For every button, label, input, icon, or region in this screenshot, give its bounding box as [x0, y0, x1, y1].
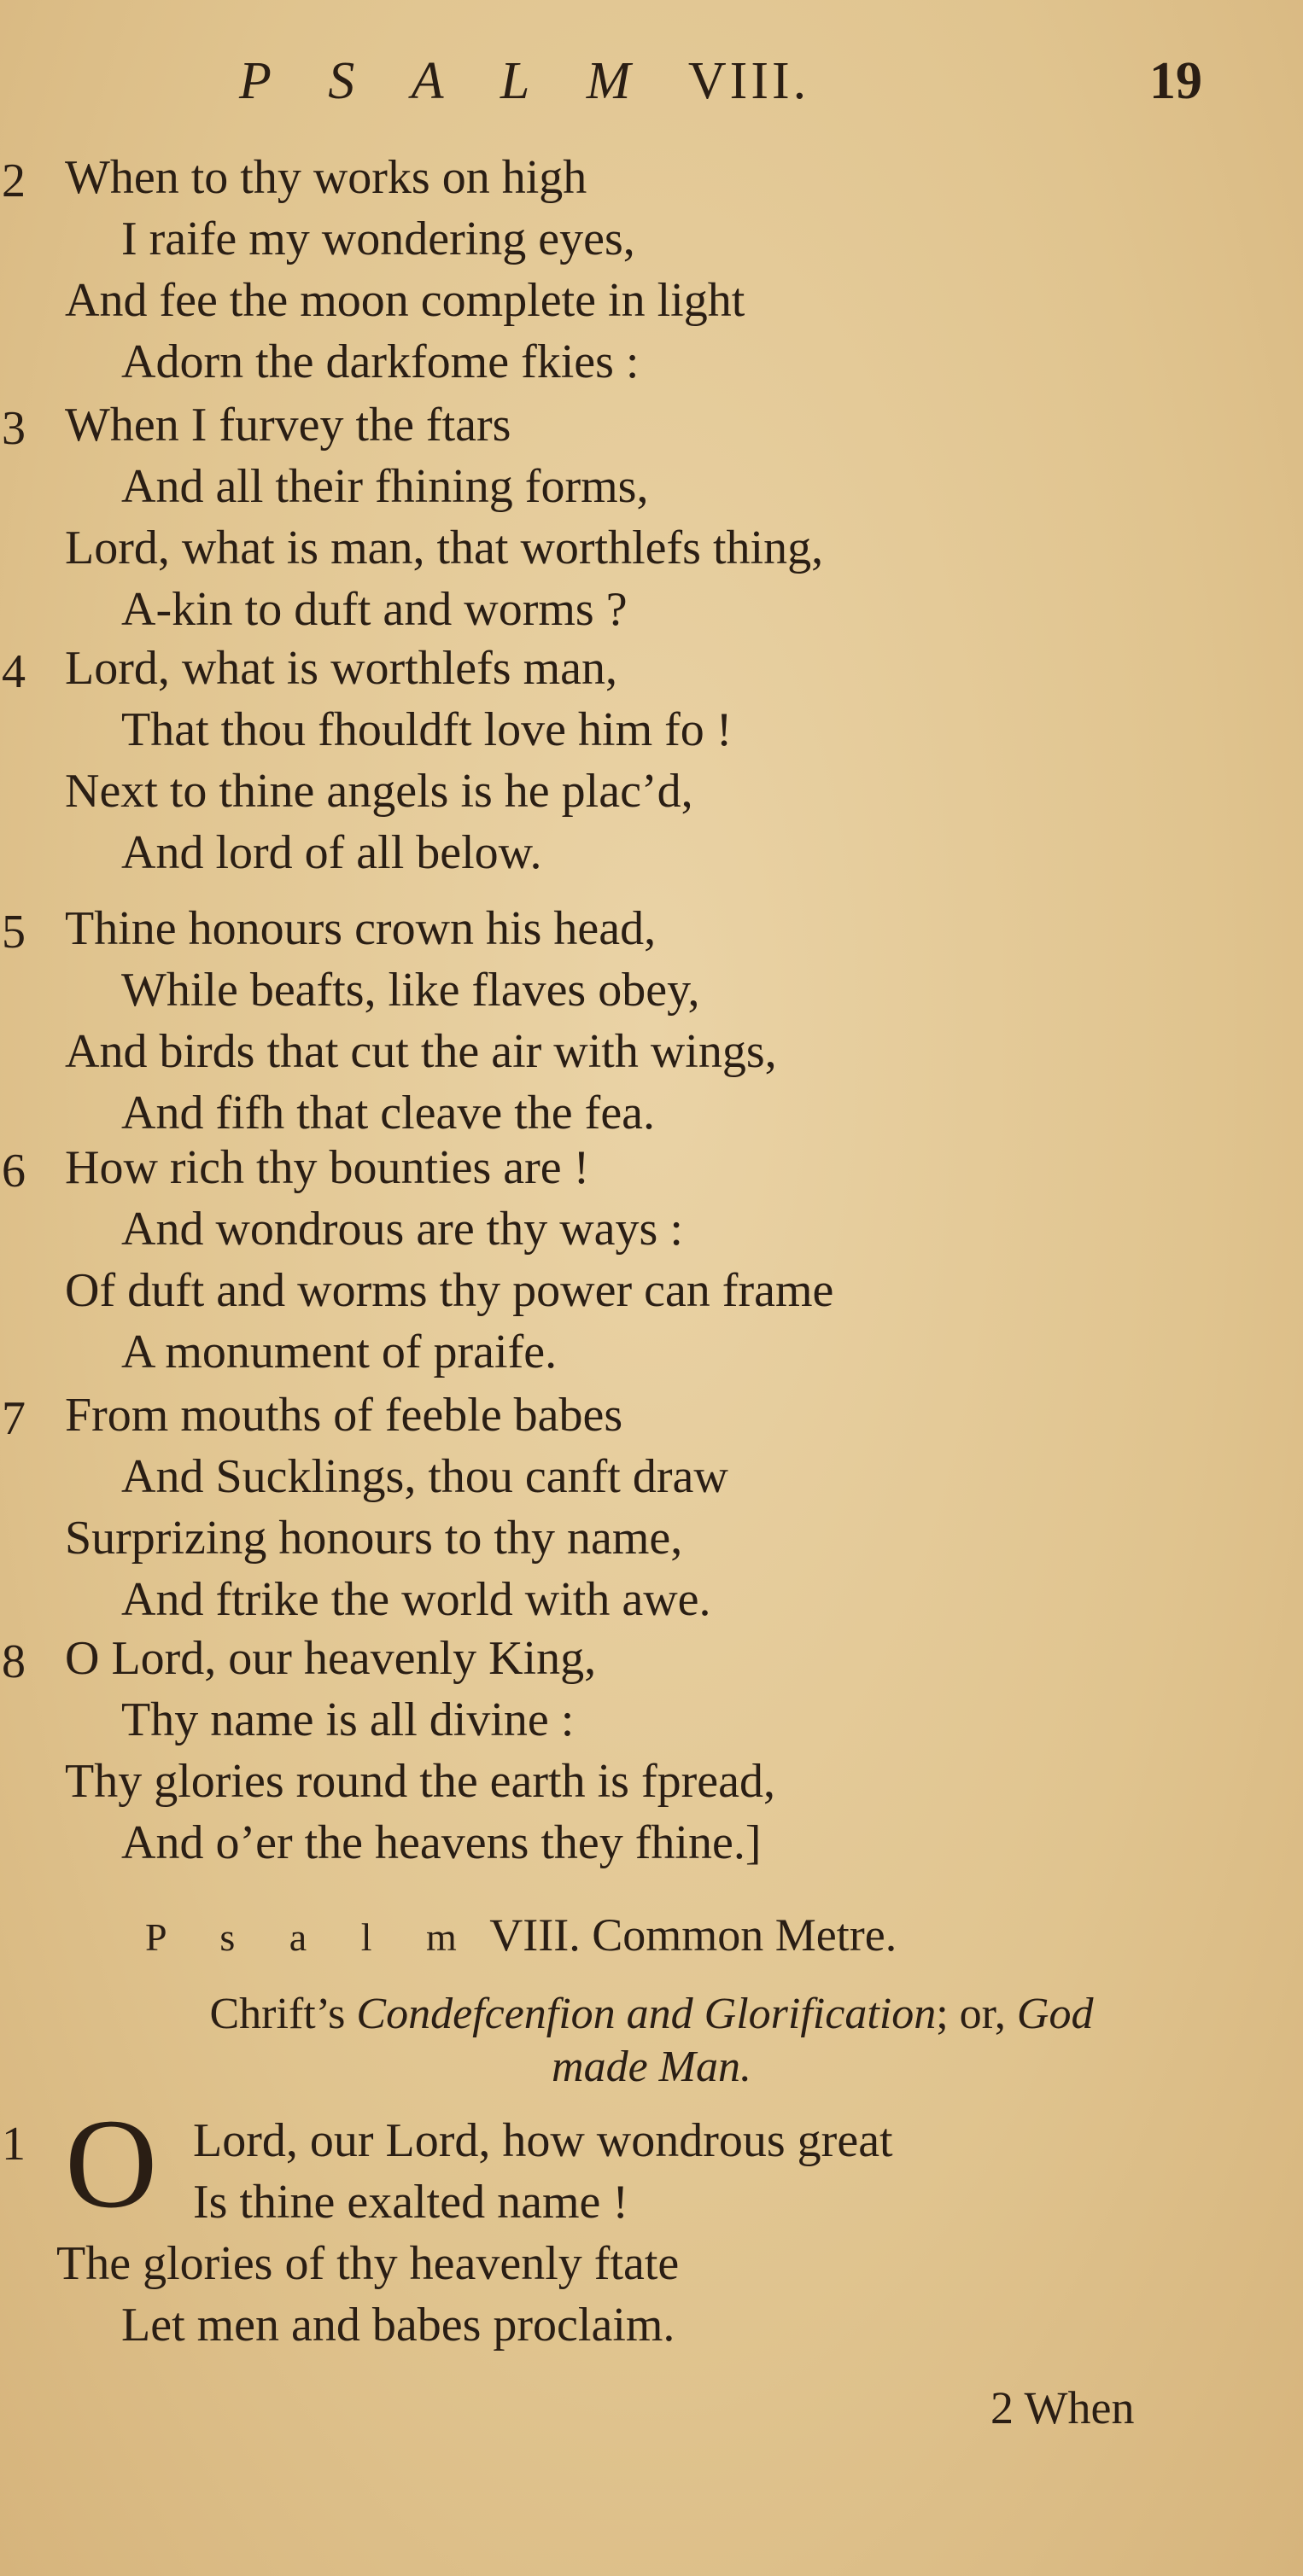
page-header [0, 51, 1303, 128]
verse-line: The glories of thy heavenly ftate [56, 2237, 680, 2290]
section-title [145, 1909, 897, 1961]
drop-cap: O [65, 2093, 158, 2235]
verse-line: A-kin to duft and worms ? [121, 583, 628, 636]
stanza-number: 6 [2, 1145, 26, 1198]
subtitle-text: ; or, [936, 1990, 1006, 2038]
verse-line: Let men and babes proclaim. [121, 2299, 675, 2352]
verse-line: Adorn the darkfome fkies : [121, 335, 640, 388]
stanza-number: 2 [2, 154, 26, 207]
subtitle-text: Chrift’s [209, 1990, 346, 2038]
running-title [239, 51, 809, 112]
verse-line: And wondrous are thy ways : [121, 1203, 683, 1256]
verse-line: And birds that cut the air with wings, [65, 1025, 777, 1078]
stanza-number: 8 [2, 1635, 26, 1688]
section-subtitle [0, 1989, 1303, 2039]
verse-line: And ftrike the world with awe. [121, 1573, 711, 1626]
page-number: 19 [1149, 52, 1202, 110]
verse-line: Thine honours crown his head, [65, 902, 657, 955]
verse-line: Surprizing honours to thy name, [65, 1512, 683, 1565]
subtitle-italic: God [1016, 1990, 1094, 2038]
verse-line: Of duft and worms thy power can frame [65, 1264, 834, 1317]
running-title-word: P S A L M [239, 52, 653, 110]
stanza-number: 7 [2, 1392, 26, 1445]
verse-line: O Lord, our heavenly King, [65, 1632, 597, 1685]
stanza-number: 5 [2, 906, 26, 959]
running-title-numeral: VIII. [687, 52, 810, 110]
stanza-number: 4 [2, 645, 26, 698]
section-title-word: P s a l m [145, 1915, 479, 1959]
verse-line: How rich thy bounties are ! [65, 1141, 590, 1194]
verse-line: And Sucklings, thou canft draw [121, 1450, 728, 1503]
verse-line: And all their fhining forms, [121, 460, 649, 513]
verse-line: I raife my wondering eyes, [121, 213, 635, 265]
catchword: 2 When [990, 2382, 1135, 2433]
verse-line: And o’er the heavens they fhine.] [121, 1816, 762, 1869]
verse-line: While beafts, like flaves obey, [121, 964, 700, 1017]
stanza-number: 1 [2, 2118, 26, 2171]
section-subtitle-line2: made Man. [552, 2043, 751, 2091]
section-title-rest: VIII. Common Metre. [489, 1909, 897, 1961]
stanza-number: 3 [2, 402, 26, 455]
verse-line: That thou fhouldft love him fo ! [121, 703, 733, 756]
verse-line: Lord, our Lord, how wondrous great [193, 2114, 893, 2167]
verse-line: Thy name is all divine : [121, 1693, 575, 1746]
verse-line: Is thine exalted name ! [193, 2176, 629, 2229]
verse-line: Lord, what is man, that worthlefs thing, [65, 522, 824, 574]
verse-line: Next to thine angels is he plac’d, [65, 765, 693, 818]
verse-line: And fifh that cleave the fea. [121, 1087, 656, 1139]
verse-line: And fee the moon complete in light [65, 274, 745, 327]
verse-line: When I furvey the ftars [65, 399, 511, 452]
verse-line: When to thy works on high [65, 151, 587, 204]
verse-line: From mouths of feeble babes [65, 1389, 623, 1442]
verse-line: A monument of praife. [121, 1326, 558, 1378]
verse-line: Thy glories round the earth is fpread, [65, 1755, 775, 1808]
subtitle-italic: Condefcenfion and Glorification [356, 1990, 937, 2038]
verse-line: And lord of all below. [121, 826, 542, 879]
verse-line: Lord, what is worthlefs man, [65, 642, 617, 695]
